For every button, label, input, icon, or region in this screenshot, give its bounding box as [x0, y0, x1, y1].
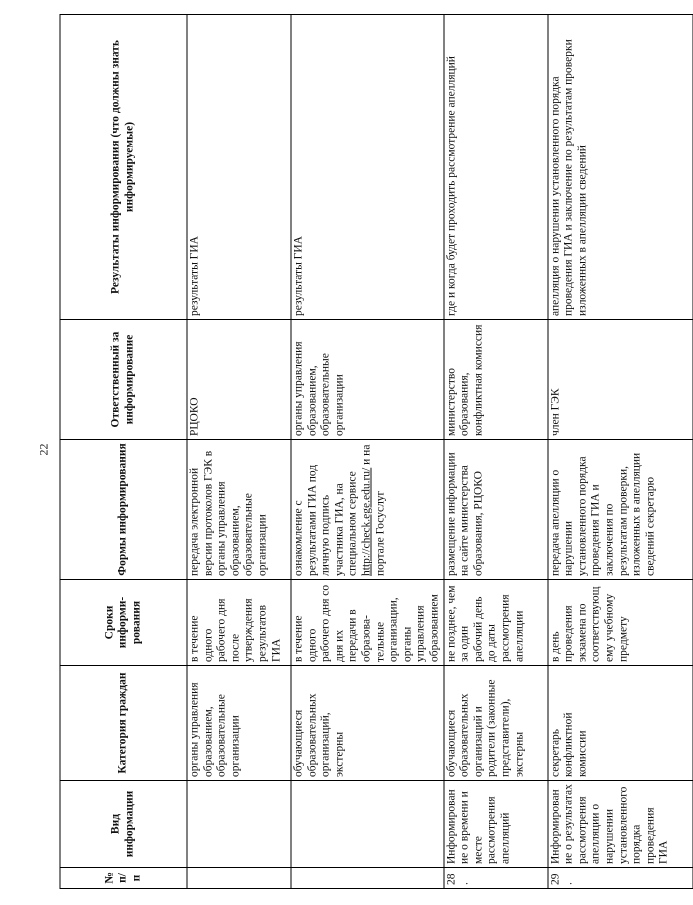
cell-num	[187, 868, 291, 889]
cell-responsible: член ГЭК	[548, 320, 693, 440]
cell-kind	[187, 781, 291, 868]
forms-suffix: и на портале Госуслуг	[360, 444, 387, 576]
cell-forms: передача апелляции о нарушении установленного порядка проведения ГИА и заключения по результатам проверки, изложенных в апелляции сведений секретарю	[548, 440, 693, 580]
cell-responsible: РЦОКО	[187, 320, 291, 440]
header-forms: Формы информирования	[60, 440, 187, 580]
cell-results: апелляция о нарушении установленного порядка проведения ГИА и заключение по результатам проверки изложенных в апелляции сведений	[548, 15, 693, 320]
cell-forms: передача электронной версии протоколов ГЭК в органы управления образованием, образовательные организации	[187, 440, 291, 580]
cell-terms: не позднее, чем за один рабочий день до даты рассмотрения апелляции	[444, 580, 548, 666]
cell-results: где и когда будет проходить рассмотрение апелляций	[444, 15, 548, 320]
cell-terms: в течение одного рабочего дня после утверждения результатов ГИА	[187, 580, 291, 666]
cell-num: 28.	[444, 868, 548, 889]
page-number: 22	[36, 443, 51, 456]
cell-responsible: органы управления образованием, образовательные организации	[291, 320, 444, 440]
table-row	[291, 15, 444, 889]
cell-forms	[291, 440, 444, 580]
table-row	[444, 15, 548, 889]
table-row	[187, 15, 291, 889]
header-num: № п/п	[60, 868, 187, 889]
header-category: Категория граждан	[60, 666, 187, 781]
forms-prefix: ознакомление с результатами ГИА под личную подпись участника ГИА, на специальном сервисе	[292, 464, 359, 576]
rotated-table-wrapper	[60, 15, 670, 889]
cell-terms: в течение одного рабочего дня со дня их передачи в образова-тельные организации, органы управления образованием	[291, 580, 444, 666]
cell-category: органы управления образованием, образовательные организации	[187, 666, 291, 781]
cell-kind: Информирование о результатах рассмотрения апелляции о нарушении установленного порядка проведения ГИА	[548, 781, 693, 868]
header-responsible: Ответственный за информирование	[60, 320, 187, 440]
header-row	[60, 15, 187, 889]
cell-num	[291, 868, 444, 889]
cell-terms: в день проведения экзамена по соответствующ ему учебному предмету	[548, 580, 693, 666]
cell-results: результаты ГИА	[187, 15, 291, 320]
cell-responsible: министерство образования, конфликтная комиссия	[444, 320, 548, 440]
header-terms: Сроки информи-рования	[60, 580, 187, 666]
header-results: Результаты информирования (что должны знать информируемые)	[60, 15, 187, 320]
cell-forms: размещение информации на сайте министерства образования, РЦОКО	[444, 440, 548, 580]
cell-num: 29.	[548, 868, 693, 889]
header-kind: Вид информации	[60, 781, 187, 868]
cell-kind: Информирование о времени и месте рассмотрения апелляций	[444, 781, 548, 868]
cell-kind	[291, 781, 444, 868]
cell-category: обучающиеся образовательных организаций, экстерны	[291, 666, 444, 781]
information-table	[60, 14, 693, 889]
cell-category: обучающиеся образовательных организаций и родители (законные представители), экстерны	[444, 666, 548, 781]
cell-category: секретарь конфликтной комиссии	[548, 666, 693, 781]
check-ege-link[interactable]: http://check.ege.edu.ru/	[360, 467, 373, 576]
table-row	[548, 15, 693, 889]
cell-results: результаты ГИА	[291, 15, 444, 320]
